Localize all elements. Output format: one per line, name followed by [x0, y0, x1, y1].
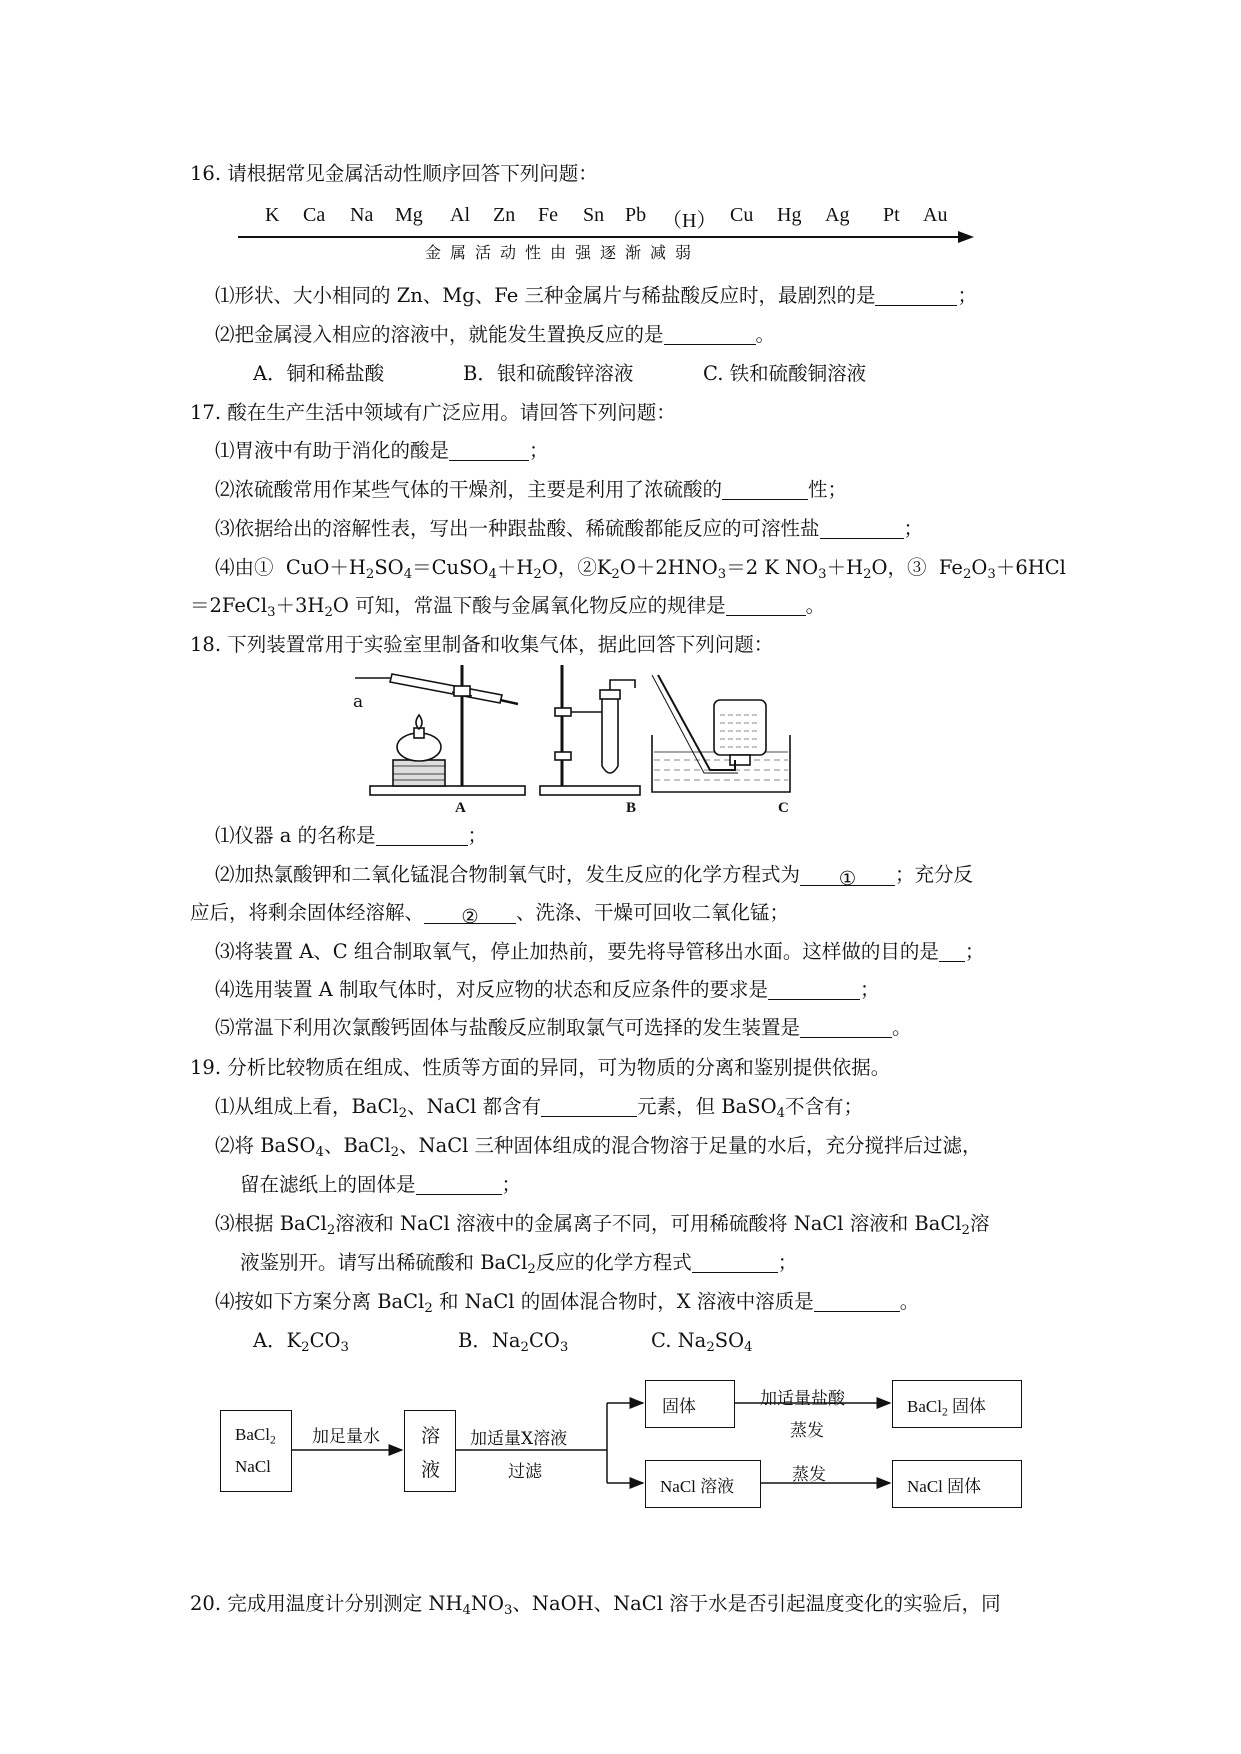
option-b: B．$Na_2CO_3$ [458, 1329, 569, 1355]
answer-blank[interactable] [449, 440, 529, 461]
q19-stem: 19. 分析比较物质在组成、性质等方面的异同，可为物质的分离和鉴别提供依据。 [190, 1056, 891, 1079]
answer-blank[interactable] [726, 595, 806, 616]
q18-p1: ⑴仪器 a 的名称是 ； [215, 824, 488, 847]
apparatus-c [652, 675, 790, 792]
answer-blank[interactable] [722, 479, 808, 500]
q19-p3: ⑶根据 BaCl$_2$溶液和 NaCl 溶液中的金属离子不同，可用稀硫酸将 NaCl 溶液和 BaCl$_2$溶 [215, 1212, 990, 1238]
option-a: A．$K_2CO_3$ [253, 1329, 349, 1355]
answer-blank[interactable] [692, 1252, 778, 1273]
answer-blank-2[interactable]: ② [424, 903, 516, 924]
q16-p2: ⑵把金属浸入相应的溶液中，就能发生置换反应的是 。 [215, 323, 776, 346]
q19-p4: ⑷按如下方案分离 BaCl$_2$ 和 NaCl 的固体混合物时，X 溶液中溶质是 。 [215, 1290, 920, 1316]
metal-Cu: Cu [730, 204, 754, 226]
metal-Na: Na [350, 204, 374, 226]
option-a: A．铜和稀盐酸 [253, 362, 385, 385]
q16-options [253, 360, 867, 388]
option-c: C. 铁和硫酸铜溶液 [703, 362, 867, 385]
apparatus-a [355, 665, 525, 795]
activity-arrow-label: 金属活动性由强逐渐减弱 [425, 243, 701, 262]
q20-stem: 20. 完成用温度计分别测定 $NH_4NO_3$、NaOH、NaCl 溶于水是否引起温度变化的实验后，同 [190, 1592, 1001, 1618]
flow-box-nacl-solution: NaCl 溶液 [645, 1460, 761, 1508]
flow-box-bacl2-solid: BaCl$_2$ 固体 [892, 1380, 1022, 1428]
option-b: B．银和硫酸锌溶液 [463, 362, 634, 385]
answer-blank[interactable] [376, 825, 468, 846]
q19-p2b: 留在滤纸上的固体是 ； [240, 1173, 522, 1196]
figure-label-a: A [455, 800, 466, 816]
flow-box-nacl-solid: NaCl 固体 [892, 1460, 1022, 1508]
apparatus-b [540, 660, 640, 795]
q18-p3: ⑶将装置 A、C 组合制取氧气，停止加热前，要先将导管移出水面。这样做的目的是 ； [215, 940, 985, 963]
flow-box-solid: 固体 [645, 1380, 735, 1428]
metal-Sn: Sn [583, 204, 605, 226]
metal-Ag: Ag [825, 204, 850, 226]
q19-p3b: 液鉴别开。请写出稀硫酸和 BaCl$_2$反应的化学方程式 ； [240, 1251, 798, 1277]
metal-Pt: Pt [883, 204, 900, 226]
q17-p4: ⑷由① $CuO+H_2SO_4=CuSO_4+H_2O$，$②K_2O+2HNO_3=2$ K $NO_3+H_2O$，③ $Fe_2O_3+6HCl$ [215, 556, 1066, 582]
flow-label-add-x: 加适量X溶液 [470, 1429, 568, 1449]
flow-label-add-hcl: 加适量盐酸 [760, 1389, 845, 1409]
answer-blank[interactable] [664, 324, 756, 345]
flow-label-add-water: 加足量水 [312, 1427, 380, 1447]
metal-Au: Au [923, 204, 948, 226]
q19-p1: ⑴从组成上看，BaCl$_2$、NaCl 都含有 元素，但 BaSO$_4$不含有； [215, 1095, 864, 1121]
answer-blank[interactable] [541, 1096, 637, 1117]
option-c: C. $Na_2SO_4$ [651, 1329, 753, 1355]
metal-Hg: Hg [777, 204, 802, 226]
arrowhead-icon [958, 231, 974, 243]
answer-blank[interactable] [939, 941, 965, 962]
answer-blank-1[interactable]: ① [800, 865, 895, 886]
metal-Ca: Ca [303, 204, 326, 226]
answer-blank[interactable] [820, 518, 904, 539]
q18-stem: 18. 下列装置常用于实验室里制备和收集气体，据此回答下列问题： [190, 633, 774, 656]
answer-blank[interactable] [814, 1291, 900, 1312]
q18-p4: ⑷选用装置 A 制取气体时，对反应物的状态和反应条件的要求是 ； [215, 978, 880, 1001]
q16-stem: 16. 请根据常见金属活动性顺序回答下列问题： [190, 162, 598, 185]
metal-Pb: Pb [625, 204, 647, 226]
metal-Mg: Mg [395, 204, 423, 226]
label-a: a [353, 692, 364, 712]
flow-label-evaporate-1: 蒸发 [790, 1421, 824, 1441]
flow-box-mixture: BaCl$_2$ NaCl [220, 1410, 292, 1492]
figure-label-b: B [626, 800, 637, 816]
metal-Al: Al [450, 204, 470, 226]
answer-blank[interactable] [800, 1017, 892, 1038]
q17-p3: ⑶依据给出的溶解性表，写出一种跟盐酸、稀硫酸都能反应的可溶性盐 ； [215, 517, 924, 540]
answer-blank[interactable] [416, 1174, 502, 1195]
q17-p2: ⑵浓硫酸常用作某些气体的干燥剂，主要是利用了浓硫酸的 性； [215, 478, 848, 501]
q18-p2: ⑵加热氯酸钾和二氧化锰混合物制氧气时，发生反应的化学方程式为 ① ；充分反 [215, 863, 974, 890]
activity-arrow [238, 236, 968, 238]
metal-H: （H） [662, 210, 717, 232]
flow-box-solution: 溶 液 [404, 1410, 456, 1492]
apparatus-figure [350, 660, 840, 800]
q16-p1: ⑴形状、大小相同的 Zn、Mg、Fe 三种金属片与稀盐酸反应时，最剧烈的是 ； [215, 284, 977, 307]
answer-blank[interactable] [875, 285, 957, 306]
flow-label-evaporate-2: 蒸发 [792, 1465, 826, 1485]
q19-p2: ⑵将 BaSO$_4$、BaCl$_2$、NaCl 三种固体组成的混合物溶于足量的水后，充分搅拌后过滤， [215, 1134, 982, 1160]
q19-options [253, 1327, 753, 1355]
q18-p5: ⑸常温下利用次氯酸钙固体与盐酸反应制取氯气可选择的发生装置是 。 [215, 1016, 912, 1039]
answer-blank[interactable] [768, 979, 860, 1000]
q17-p1: ⑴胃液中有助于消化的酸是 ； [215, 439, 549, 462]
metal-K: K [265, 204, 280, 226]
q17-stem: 17. 酸在生产生活中领域有广泛应用。请回答下列问题： [190, 401, 676, 424]
metal-Fe: Fe [538, 204, 558, 226]
flow-label-filter: 过滤 [508, 1462, 542, 1482]
metal-Zn: Zn [493, 204, 516, 226]
q17-p4b: $=2FeCl_3+3H_2O$ 可知，常温下酸与金属氧化物反应的规律是 。 [190, 594, 826, 620]
q18-p2b: 应后，将剩余固体经溶解、 ② 、洗涤、干燥可回收二氧化锰； [190, 901, 790, 928]
figure-label-c: C [778, 800, 789, 816]
